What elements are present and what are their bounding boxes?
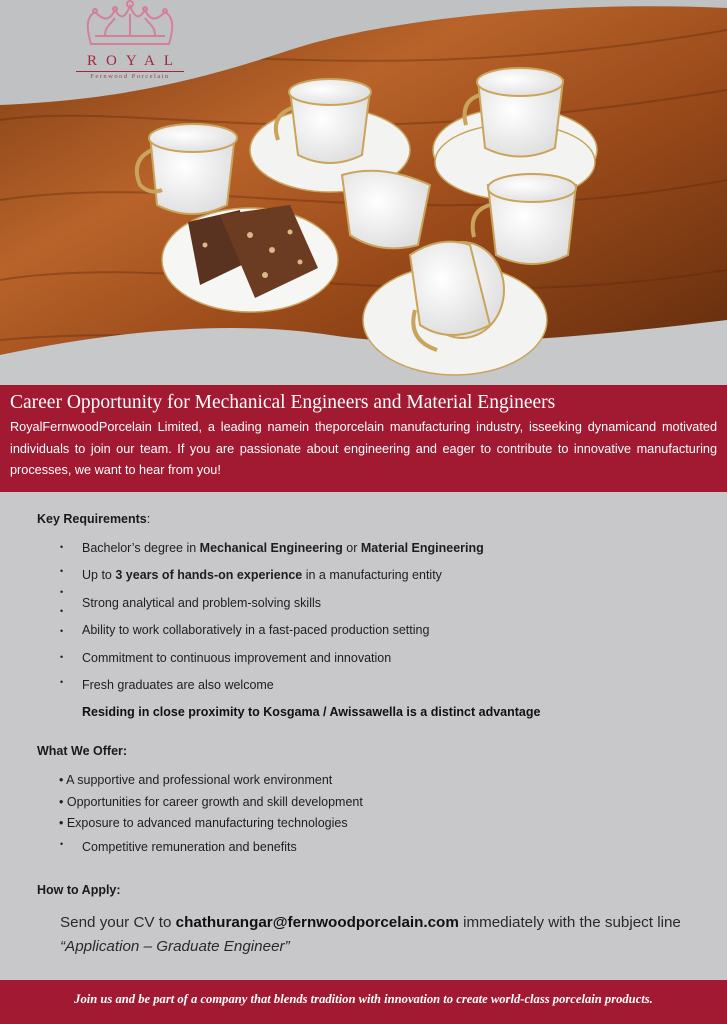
crown-icon bbox=[81, 0, 179, 52]
bullet-icon: • bbox=[60, 652, 64, 662]
list-item: Commitment to continuous improvement and innovation bbox=[82, 651, 392, 665]
bullet-icon: • bbox=[60, 566, 64, 576]
footer-tagline: Join us and be part of a company that blends tradition with innovation to create world-class porcelain products. bbox=[0, 980, 727, 1024]
hero-image bbox=[0, 0, 727, 385]
bullet-icon: • bbox=[60, 839, 64, 849]
bullet-icon: • bbox=[60, 677, 64, 687]
page-title: Career Opportunity for Mechanical Engineers and Material Engineers bbox=[10, 392, 556, 413]
logo-subtitle: Fernwood Porcelain bbox=[90, 73, 170, 80]
offer-heading: What We Offer: bbox=[37, 744, 128, 758]
bullet-icon: • bbox=[60, 542, 64, 552]
list-item: Ability to work collaboratively in a fast-paced production setting bbox=[82, 623, 430, 637]
list-item: Competitive remuneration and benefits bbox=[82, 840, 297, 854]
requirements-heading: Key Requirements: bbox=[37, 512, 151, 526]
email-subject: “Application – Graduate Engineer” bbox=[60, 938, 290, 955]
email-link[interactable]: chathurangar@fernwoodporcelain.com bbox=[175, 914, 459, 931]
apply-heading: How to Apply: bbox=[37, 883, 121, 897]
list-item: Strong analytical and problem-solving skills bbox=[82, 596, 322, 610]
list-item: • A supportive and professional work environment bbox=[59, 773, 333, 787]
apply-instructions: Send your CV to chathurangar@fernwoodporcelain.com immediately with the subject line “Application – Graduate Engineer” bbox=[60, 914, 681, 955]
list-item: • Exposure to advanced manufacturing technologies bbox=[59, 816, 348, 830]
bullet-icon: • bbox=[60, 606, 64, 616]
location-note: Residing in close proximity to Kosgama / Awissawella is a distinct advantage bbox=[82, 705, 541, 719]
intro-banner bbox=[0, 385, 727, 492]
bullet-icon: • bbox=[60, 626, 64, 636]
bullet-icon: • bbox=[60, 587, 64, 597]
list-item: Up to 3 years of hands-on experience in a manufacturing entity bbox=[82, 568, 442, 582]
logo-divider bbox=[76, 71, 184, 72]
company-logo bbox=[68, 0, 192, 84]
logo-name: ROYAL bbox=[86, 53, 182, 69]
intro-text: RoyalFernwoodPorcelain Limited, a leading namein theporcelain manufacturing industry, isseeking dynamicand motivated individuals to join our team. If you are passionate about engineering and eager to contribute to innovative manufacturing processes, we want to hear from you! bbox=[10, 420, 717, 477]
list-item: • Opportunities for career growth and skill development bbox=[59, 795, 363, 809]
list-item: Fresh graduates are also welcome bbox=[82, 678, 274, 692]
job-details bbox=[0, 492, 727, 980]
list-item: Bachelor’s degree in Mechanical Engineering or Material Engineering bbox=[82, 541, 484, 555]
